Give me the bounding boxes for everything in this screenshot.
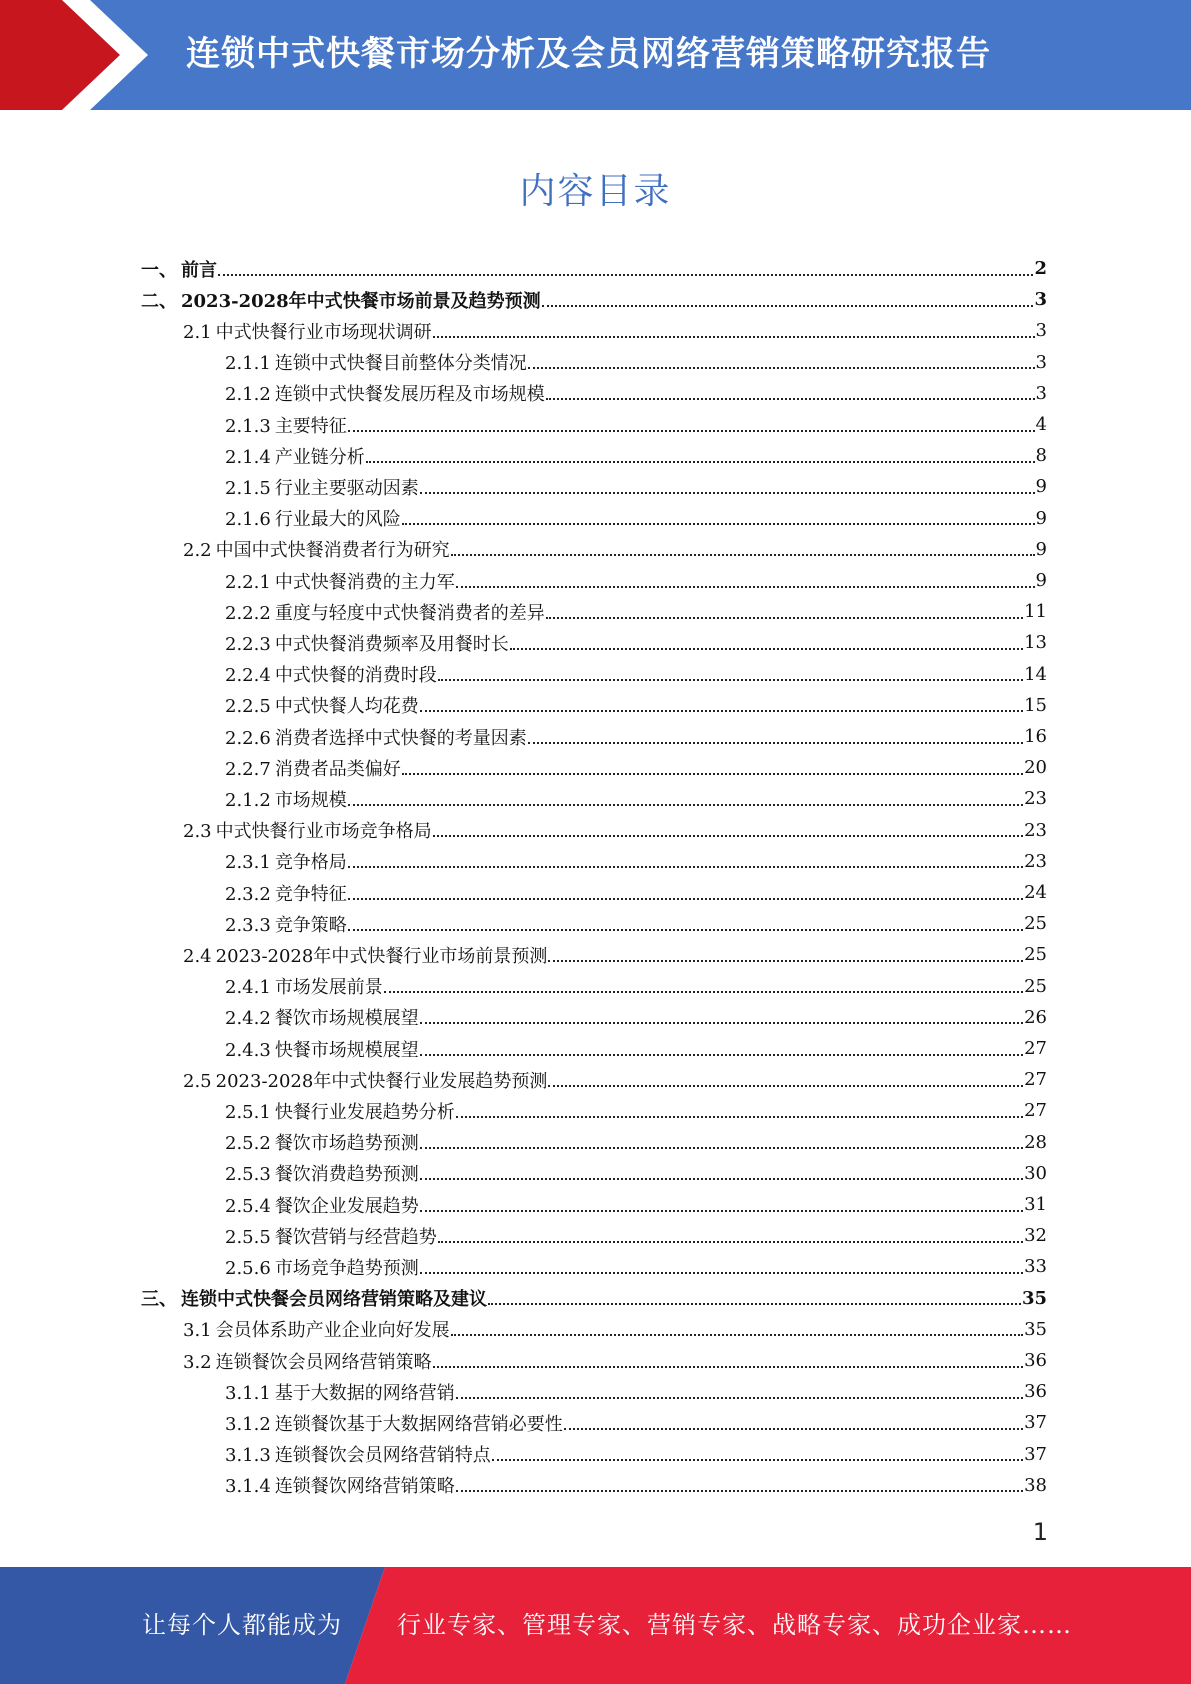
toc-entry-title: 市场发展前景 — [274, 977, 383, 999]
toc-entry-title: 餐饮营销与经营趋势 — [274, 1226, 437, 1248]
toc-dot-leader — [546, 617, 1023, 619]
toc-entry-page: 23 — [1024, 788, 1047, 810]
toc-entry[interactable] — [225, 752, 1047, 783]
toc-entry-title: 快餐市场规模展望 — [274, 1039, 419, 1061]
toc-entry[interactable] — [225, 1407, 1047, 1438]
toc-entry-label — [183, 1348, 432, 1374]
toc-entry-label — [225, 911, 347, 937]
toc-entry-label — [225, 599, 545, 625]
toc-entry-label — [225, 568, 455, 594]
toc-entry-number: 一、 — [141, 259, 177, 281]
toc-dot-leader — [528, 742, 1023, 744]
toc-entry-page: 27 — [1024, 1100, 1047, 1122]
toc-dot-leader — [420, 1272, 1023, 1274]
toc-entry[interactable] — [183, 1314, 1047, 1345]
toc-dot-leader — [348, 430, 1035, 432]
toc-entry[interactable] — [225, 1189, 1047, 1220]
toc-entry[interactable] — [225, 565, 1047, 596]
toc-dot-leader — [438, 679, 1023, 681]
toc-entry[interactable] — [141, 1283, 1047, 1314]
toc-heading: 内容目录 — [519, 171, 672, 212]
toc-entry-title: 竞争格局 — [274, 852, 347, 874]
toc-entry-number: 2.2.1 — [225, 571, 271, 593]
toc-dot-leader — [348, 929, 1023, 931]
toc-entry-title: 中式快餐行业市场竞争格局 — [215, 821, 432, 843]
toc-entry[interactable] — [225, 846, 1047, 877]
toc-entry-label — [141, 287, 541, 313]
toc-entry-label — [225, 973, 383, 999]
toc-entry-number: 二、 — [141, 290, 177, 312]
toc-entry-label — [225, 880, 347, 906]
toc-entry-number: 2.2.5 — [225, 696, 271, 718]
toc-entry-page: 23 — [1024, 819, 1047, 841]
toc-entry-title: 连锁中式快餐发展历程及市场规模 — [274, 384, 545, 406]
toc-dot-leader — [548, 960, 1023, 962]
toc-entry-number: 2.2.2 — [225, 602, 271, 624]
report-title: 连锁中式快餐市场分析及会员网络营销策略研究报告 — [186, 34, 991, 74]
toc-entry-page: 32 — [1024, 1225, 1047, 1247]
toc-dot-leader — [420, 1210, 1023, 1212]
toc-dot-leader — [456, 1397, 1023, 1399]
toc-entry-page: 13 — [1024, 632, 1047, 654]
toc-dot-leader — [348, 804, 1023, 806]
toc-entry-label — [225, 755, 401, 781]
toc-entry-title: 餐饮市场趋势预测 — [274, 1133, 419, 1155]
toc-entry-page: 37 — [1024, 1443, 1047, 1465]
toc-entry[interactable] — [141, 253, 1047, 284]
toc-entry-page: 23 — [1024, 850, 1047, 872]
toc-dot-leader — [451, 1334, 1023, 1336]
toc-entry-number: 2.1.3 — [225, 415, 271, 437]
toc-entry-page: 37 — [1024, 1412, 1047, 1434]
toc-entry-page: 16 — [1024, 726, 1047, 747]
toc-entry-title: 连锁餐饮网络营销策略 — [274, 1476, 455, 1498]
toc-dot-leader — [492, 1459, 1023, 1461]
toc-entry-label — [225, 630, 509, 656]
toc-entry-title: 2023-2028年中式快餐市场前景及趋势预测 — [181, 290, 541, 312]
toc-entry-title: 2023-2028年中式快餐行业发展趋势预测 — [215, 1070, 548, 1092]
toc-dot-leader — [420, 1054, 1023, 1056]
toc-dot-leader — [420, 492, 1035, 494]
toc-entry[interactable] — [183, 315, 1047, 346]
toc-entry-number: 3.1.2 — [225, 1413, 271, 1435]
toc-entry-label — [141, 1285, 487, 1311]
toc-entry-number: 2.2.7 — [225, 758, 271, 780]
toc-dot-leader — [438, 1241, 1023, 1243]
toc-entry-label — [183, 318, 432, 344]
toc-entry-page: 26 — [1024, 1006, 1047, 1028]
toc-entry-title: 中式快餐的消费时段 — [274, 665, 437, 687]
toc-entry-page: 35 — [1024, 1318, 1047, 1340]
toc-entry-label — [141, 256, 217, 282]
toc-entry[interactable] — [225, 1033, 1047, 1064]
toc-entry-number: 2.5.6 — [225, 1257, 271, 1279]
footer-slogan-left: 让每个人都能成为 — [142, 1611, 342, 1639]
toc-entry-label — [183, 1067, 547, 1093]
toc-entry-number: 3.1.4 — [225, 1476, 271, 1498]
toc-dot-leader — [564, 1428, 1023, 1430]
toc-entry-label — [225, 443, 365, 469]
toc-entry-number: 3.2 — [183, 1351, 212, 1373]
toc-entry[interactable] — [183, 534, 1047, 565]
toc-entry-label — [225, 1379, 455, 1405]
toc-entry-page: 14 — [1024, 663, 1047, 685]
toc-dot-leader — [218, 274, 1033, 276]
toc-entry-number: 2.1.6 — [225, 509, 271, 531]
toc-entry[interactable] — [225, 1002, 1047, 1033]
toc-entry[interactable] — [225, 783, 1047, 814]
toc-entry-title: 行业最大的风险 — [274, 509, 401, 531]
toc-entry-label — [225, 1254, 419, 1280]
toc-entry-label — [225, 848, 347, 874]
toc-dot-leader — [420, 1022, 1023, 1024]
toc-dot-leader — [348, 898, 1023, 900]
toc-dot-leader — [348, 866, 1023, 868]
toc-entry-number: 2.3 — [183, 821, 212, 843]
toc-entry-label — [225, 1036, 419, 1062]
toc-entry-label — [225, 1223, 437, 1249]
toc-entry-title: 竞争策略 — [274, 914, 347, 936]
toc-entry[interactable] — [225, 1220, 1047, 1251]
toc-dot-leader — [456, 586, 1035, 588]
toc-entry-title: 重度与轻度中式快餐消费者的差异 — [274, 602, 545, 624]
toc-entry[interactable] — [225, 971, 1047, 1002]
toc-entry-number: 2.5.1 — [225, 1101, 271, 1123]
toc-entry[interactable] — [225, 596, 1047, 627]
toc-entry-number: 三、 — [141, 1289, 177, 1311]
toc-entry-page: 30 — [1024, 1162, 1047, 1184]
toc-entry-label — [183, 536, 450, 562]
toc-entry-page: 9 — [1035, 538, 1047, 560]
toc-entry-title: 餐饮市场规模展望 — [274, 1008, 419, 1030]
toc-entry-number: 2.4.1 — [225, 977, 271, 999]
toc-entry-label — [225, 349, 527, 375]
toc-dot-leader — [528, 367, 1035, 369]
toc-entry-number: 3.1 — [183, 1320, 212, 1342]
toc-entry[interactable] — [225, 659, 1047, 690]
toc-entry-title: 连锁中式快餐目前整体分类情况 — [274, 353, 527, 375]
toc-entry-title: 会员体系助产业企业向好发展 — [215, 1320, 450, 1342]
toc-entry[interactable] — [141, 284, 1047, 315]
toc-entry-number: 2.5.5 — [225, 1226, 271, 1248]
toc-entry-title: 市场竞争趋势预测 — [274, 1257, 419, 1279]
toc-dot-leader — [384, 991, 1023, 993]
toc-dot-leader — [433, 835, 1023, 837]
toc-entry-page: 35 — [1021, 1287, 1047, 1309]
toc-entry-number: 2.1.5 — [225, 477, 271, 499]
toc-entry[interactable] — [225, 877, 1047, 908]
toc-entry[interactable] — [225, 1376, 1047, 1407]
toc-entry-number: 2.1.2 — [225, 384, 271, 406]
toc-entry-title: 中式快餐行业市场现状调研 — [215, 321, 432, 343]
footer-banner — [0, 1567, 1191, 1684]
toc-entry-number: 2.5.3 — [225, 1164, 271, 1186]
toc-dot-leader — [366, 461, 1035, 463]
toc-entry-label — [183, 942, 547, 968]
toc-entry[interactable] — [225, 627, 1047, 658]
toc-entry-label — [225, 692, 419, 718]
toc-entry[interactable] — [225, 1127, 1047, 1158]
toc-entry-page: 11 — [1024, 601, 1047, 623]
toc-entry-title: 消费者品类偏好 — [274, 758, 401, 780]
toc-entry-page: 33 — [1024, 1256, 1047, 1278]
toc-entry[interactable] — [183, 815, 1047, 846]
toc-entry-title: 快餐行业发展趋势分析 — [274, 1101, 455, 1123]
toc-entry-title: 消费者选择中式快餐的考量因素 — [274, 727, 527, 749]
toc-entry[interactable] — [225, 1251, 1047, 1282]
toc-dot-leader — [420, 710, 1023, 712]
toc-entry-title: 连锁餐饮基于大数据网络营销必要性 — [274, 1413, 563, 1435]
toc-entry-number: 2.5 — [183, 1070, 212, 1092]
toc-entry-label — [225, 1160, 419, 1186]
toc-entry-number: 2.4.3 — [225, 1039, 271, 1061]
toc-dot-leader — [510, 648, 1023, 650]
toc-entry-number: 2.1 — [183, 321, 212, 343]
toc-entry[interactable] — [225, 503, 1047, 534]
toc-entry-page: 25 — [1024, 975, 1047, 997]
toc-entry-title: 连锁餐饮会员网络营销策略 — [215, 1351, 432, 1373]
toc-entry-title: 产业链分析 — [274, 446, 365, 468]
toc-entry-label — [225, 1192, 419, 1218]
toc-entry-number: 2.2.3 — [225, 633, 271, 655]
toc-entry[interactable] — [225, 721, 1047, 752]
toc-entry-page: 25 — [1024, 944, 1047, 966]
toc-entry-title: 中式快餐消费的主力军 — [274, 571, 455, 593]
toc-entry[interactable] — [225, 471, 1047, 502]
toc-entry-page: 20 — [1024, 757, 1047, 779]
toc-entry[interactable] — [225, 409, 1047, 440]
toc-entry-title: 市场规模 — [274, 789, 347, 811]
toc-entry-label — [225, 786, 347, 812]
toc-entry[interactable] — [225, 1439, 1047, 1470]
toc-dot-leader — [402, 773, 1023, 775]
toc-entry-label — [225, 474, 419, 500]
toc-dot-leader — [433, 1366, 1023, 1368]
toc-dot-leader — [488, 1303, 1021, 1305]
footer-slogan-right: 行业专家、管理专家、营销专家、战略专家、成功企业家…… — [397, 1611, 1072, 1639]
toc-entry-page: 31 — [1024, 1194, 1047, 1215]
toc-dot-leader — [456, 1116, 1023, 1118]
toc-entry-number: 2.2 — [183, 540, 212, 562]
toc-entry-page: 3 — [1034, 289, 1047, 311]
toc-entry-number: 3.1.3 — [225, 1445, 271, 1467]
toc-entry-number: 2.3.2 — [225, 883, 271, 905]
toc-entry-number: 2.2.6 — [225, 727, 271, 749]
toc-entry-number: 2.3.3 — [225, 914, 271, 936]
toc-entry-title: 餐饮企业发展趋势 — [274, 1195, 419, 1217]
toc-entry-label — [225, 1129, 419, 1155]
toc-entry-title: 2023-2028年中式快餐行业市场前景预测 — [215, 945, 548, 967]
toc-entry-title: 中国中式快餐消费者行为研究 — [215, 540, 450, 562]
toc-dot-leader — [402, 523, 1035, 525]
toc-entry-title: 前言 — [181, 259, 217, 281]
toc-entry-number: 2.1.2 — [225, 789, 271, 811]
toc-entry[interactable] — [225, 1158, 1047, 1189]
toc-entry[interactable] — [225, 1470, 1047, 1501]
toc-dot-leader — [433, 336, 1035, 338]
toc-entry-title: 竞争特征 — [274, 883, 347, 905]
toc-entry[interactable] — [225, 690, 1047, 721]
toc-entry-page: 38 — [1024, 1474, 1047, 1496]
toc-entry-title: 中式快餐人均花费 — [274, 696, 419, 718]
toc-entry-page: 36 — [1024, 1350, 1047, 1371]
toc-entry-title: 行业主要驱动因素 — [274, 477, 419, 499]
toc-entry-page: 9 — [1035, 570, 1047, 591]
toc-entry-label — [225, 1472, 455, 1498]
toc-entry-number: 2.3.1 — [225, 852, 271, 874]
toc-entry-page: 9 — [1035, 507, 1047, 529]
toc-entry-title: 基于大数据的网络营销 — [274, 1382, 455, 1404]
toc-entry-page: 27 — [1024, 1069, 1047, 1091]
toc-entry-page: 4 — [1035, 414, 1047, 435]
toc-entry[interactable] — [225, 1095, 1047, 1126]
toc-entry-page: 3 — [1035, 351, 1047, 373]
toc-entry[interactable] — [183, 1345, 1047, 1376]
toc-entry-page: 15 — [1024, 694, 1047, 716]
toc-entry-label — [183, 817, 432, 843]
toc-dot-leader — [542, 305, 1034, 307]
toc-dot-leader — [456, 1490, 1023, 1492]
toc-entry-page: 3 — [1035, 320, 1047, 342]
toc-entry-number: 2.4.2 — [225, 1008, 271, 1030]
toc-entry-title: 连锁餐饮会员网络营销特点 — [274, 1445, 491, 1467]
toc-entry-title: 连锁中式快餐会员网络营销策略及建议 — [181, 1289, 487, 1311]
toc-entry[interactable] — [225, 378, 1047, 409]
toc-entry-label — [225, 380, 545, 406]
toc-entry-number: 2.4 — [183, 945, 212, 967]
toc-entry-page: 2 — [1034, 258, 1047, 279]
toc-dot-leader — [420, 1178, 1023, 1180]
toc-entry-label — [225, 661, 437, 687]
header-banner — [0, 0, 1191, 110]
toc-entry[interactable] — [183, 1064, 1047, 1095]
toc-dot-leader — [420, 1147, 1023, 1149]
toc-entry-number: 2.1.1 — [225, 353, 271, 375]
toc-entry-label — [225, 1441, 491, 1467]
toc-dot-leader — [451, 554, 1035, 556]
toc-entry-number: 2.1.4 — [225, 446, 271, 468]
toc-entry-label — [225, 724, 527, 750]
toc-entry-page: 3 — [1035, 382, 1047, 404]
toc-entry-label — [225, 1098, 455, 1124]
toc-entry-page: 9 — [1035, 476, 1047, 498]
toc-entry-number: 2.5.2 — [225, 1133, 271, 1155]
toc-entry[interactable] — [225, 347, 1047, 378]
toc-entry-page: 24 — [1024, 882, 1047, 903]
toc-dot-leader — [548, 1085, 1023, 1087]
toc-entry-page: 25 — [1024, 913, 1047, 935]
toc-dot-leader — [546, 398, 1035, 400]
toc-entry-title: 餐饮消费趋势预测 — [274, 1164, 419, 1186]
toc-entry-label — [225, 1004, 419, 1030]
toc-entry[interactable] — [225, 908, 1047, 939]
toc-entry-page: 27 — [1024, 1038, 1047, 1059]
toc-entry-label — [225, 1410, 563, 1436]
toc-entry-number: 2.5.4 — [225, 1195, 271, 1217]
toc-entry-label — [225, 412, 347, 438]
toc-entry-title: 中式快餐消费频率及用餐时长 — [274, 633, 509, 655]
toc-entry-page: 28 — [1024, 1131, 1047, 1153]
toc-entry-label — [183, 1316, 450, 1342]
toc-entry-label — [225, 505, 401, 531]
toc-entry-number: 2.2.4 — [225, 665, 271, 687]
toc-entry-number: 3.1.1 — [225, 1382, 271, 1404]
toc-entry-title: 主要特征 — [274, 415, 347, 437]
page-number: 1 — [1032, 1518, 1048, 1546]
toc-entry-page: 36 — [1024, 1381, 1047, 1403]
toc-entry[interactable] — [183, 939, 1047, 970]
toc-entry-page: 8 — [1035, 445, 1047, 467]
toc-entry[interactable] — [225, 440, 1047, 471]
